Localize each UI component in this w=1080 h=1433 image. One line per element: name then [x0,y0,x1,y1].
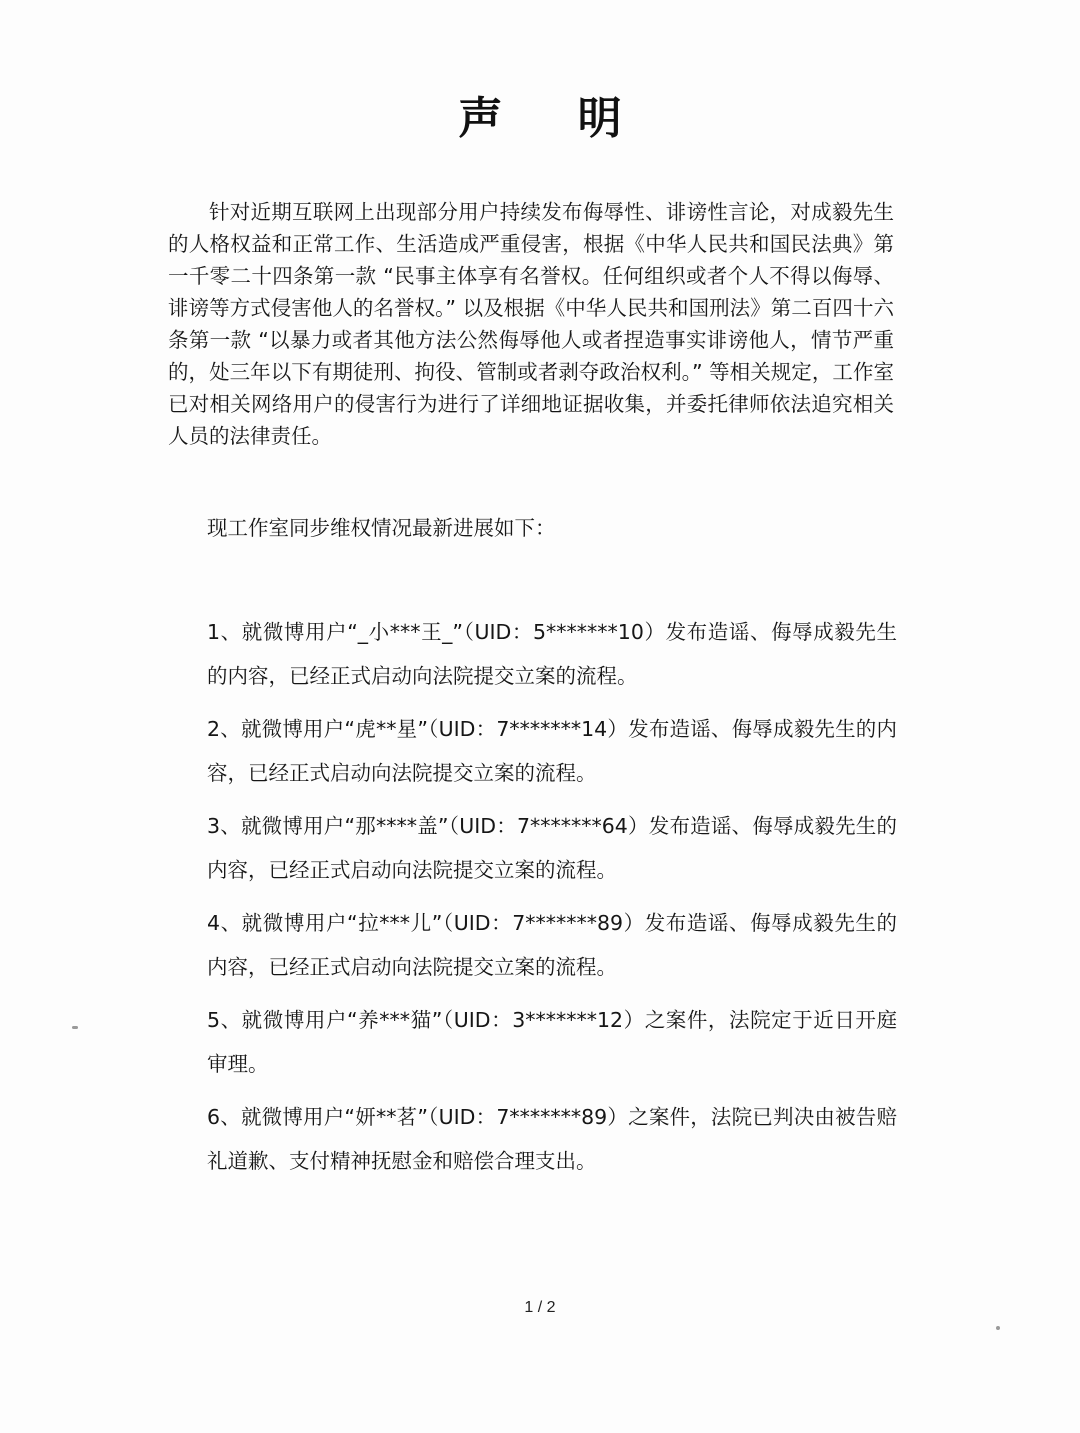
list-item: 3、就微博用户“那****盖”（UID：7*******64）发布造谣、侮辱成毅先生的内容，已经正式启动向法院提交立案的流程。 [207,814,897,882]
scan-speck [72,1026,78,1029]
page-number: 1 / 2 [524,1299,556,1316]
document-title: 声 明 [458,93,652,144]
progress-list [207,610,897,1192]
list-item: 5、就微博用户“养***猫”（UID：3*******12）之案件，法院定于近日开庭审理。 [207,1008,897,1076]
list-item: 4、就微博用户“拉***儿”（UID：7*******89）发布造谣、侮辱成毅先生的内容，已经正式启动向法院提交立案的流程。 [207,911,897,979]
intro-paragraph: 针对近期互联网上出现部分用户持续发布侮辱性、诽谤性言论，对成毅先生的人格权益和正常工作、生活造成严重侵害，根据《中华人民共和国民法典》第一千零二十四条第一款 “民事主体享有名誉权。任何组织或者个人不得以侮辱、诽谤等方式侵害他人的名誉权。” 以及根据《中华人民共和国刑法》第二百四十六条第一款 “以暴力或者其他方法公然侮辱他人或者捏造事实诽谤他人，情节严重的，处三年以下有期徒刑、拘役、管制或者剥夺政治权利。” 等相关规定，工作室已对相关网络用户的侵害行为进行了详细地证据收集，并委托律师依法追究相关人员的法律责任。 [168,200,894,448]
list-item: 2、就微博用户“虎**星”（UID：7*******14）发布造谣、侮辱成毅先生的内容，已经正式启动向法院提交立案的流程。 [207,717,897,785]
list-item: 1、就微博用户“_小***王_”（UID：5*******10）发布造谣、侮辱成毅先生的内容，已经正式启动向法院提交立案的流程。 [207,620,897,688]
list-item: 6、就微博用户“妍**茗”（UID：7*******89）之案件，法院已判决由被告赔礼道歉、支付精神抚慰金和赔偿合理支出。 [207,1105,897,1173]
scan-speck [996,1326,1000,1330]
progress-heading: 现工作室同步维权情况最新进展如下： [207,516,556,540]
